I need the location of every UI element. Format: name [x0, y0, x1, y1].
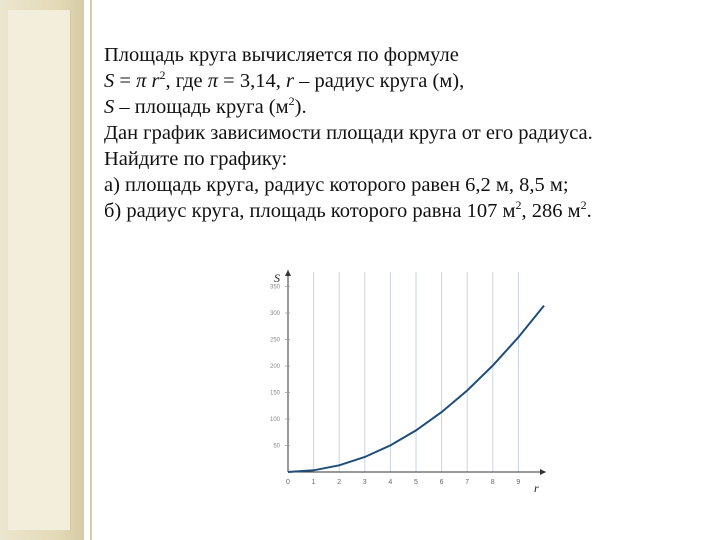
- text-pi-value: = 3,14,: [218, 70, 286, 92]
- text-area-end: ).: [294, 96, 307, 118]
- var-pi-2: π: [207, 70, 219, 92]
- x-tick-label-2: 2: [337, 479, 342, 486]
- x-tick-label-3: 3: [362, 479, 367, 486]
- text-area: – площадь круга (м: [114, 96, 289, 118]
- x-axis-label: r: [534, 481, 539, 495]
- text-part-b-end: .: [586, 200, 592, 222]
- text-part-b-mid: , 286 м: [521, 200, 581, 222]
- x-tick-label-6: 6: [439, 479, 444, 486]
- decorative-side-panel: [0, 0, 84, 540]
- x-tick-label-9: 9: [516, 479, 521, 486]
- x-tick-label-4: 4: [388, 479, 393, 486]
- problem-line-5: Найдите по графику:: [104, 148, 288, 170]
- text-radius: – радиус круга (м),: [293, 70, 465, 92]
- problem-line-2: [104, 68, 714, 94]
- y-tick-label-100: 100: [269, 417, 280, 423]
- problem-line-3: [104, 94, 714, 120]
- problem-line-1: Площадь круга вычисляется по формуле: [104, 44, 459, 66]
- y-tick-label-200: 200: [269, 364, 280, 370]
- var-r-2: r: [285, 70, 294, 92]
- text-where: , где: [165, 70, 208, 92]
- y-tick-label-350: 350: [269, 284, 280, 291]
- y-axis-label: S: [274, 271, 280, 285]
- x-tick-label-1: 1: [311, 479, 316, 486]
- exponent-4: 2: [580, 198, 587, 213]
- exponent: 2: [159, 68, 166, 83]
- problem-line-6: а) площадь круга, радиус которого равен 6,2 м, 8,5 м;: [104, 174, 569, 196]
- problem-text: [104, 42, 714, 224]
- problem-line-7: [104, 198, 714, 224]
- problem-line-4: Дан график зависимости площади круга от его радиуса.: [104, 122, 593, 144]
- exponent-2: 2: [288, 94, 295, 109]
- eq-sign: =: [114, 70, 137, 92]
- x-tick-label-8: 8: [490, 479, 495, 486]
- x-tick-label-5: 5: [414, 479, 418, 486]
- var-r: r: [146, 70, 160, 92]
- x-axis-arrow: [540, 469, 546, 475]
- y-tick-label-150: 150: [269, 390, 280, 397]
- y-tick-label-250: 250: [269, 337, 280, 344]
- panel-divider-line: [90, 0, 92, 540]
- var-s-2: S: [104, 96, 115, 118]
- area-radius-chart: [262, 266, 562, 496]
- text-part-b: б) радиус круга, площадь которого равна 107 м: [104, 200, 516, 222]
- y-tick-label-300: 300: [269, 311, 280, 317]
- decorative-side-panel-inner: [8, 10, 71, 530]
- x-tick-label-0: 0: [286, 479, 290, 486]
- exponent-3: 2: [515, 198, 522, 213]
- y-tick-label-50: 50: [273, 443, 280, 450]
- var-pi: π: [136, 70, 147, 92]
- x-tick-label-7: 7: [465, 479, 470, 486]
- y-axis-arrow: [285, 270, 291, 276]
- var-s: S: [104, 70, 115, 92]
